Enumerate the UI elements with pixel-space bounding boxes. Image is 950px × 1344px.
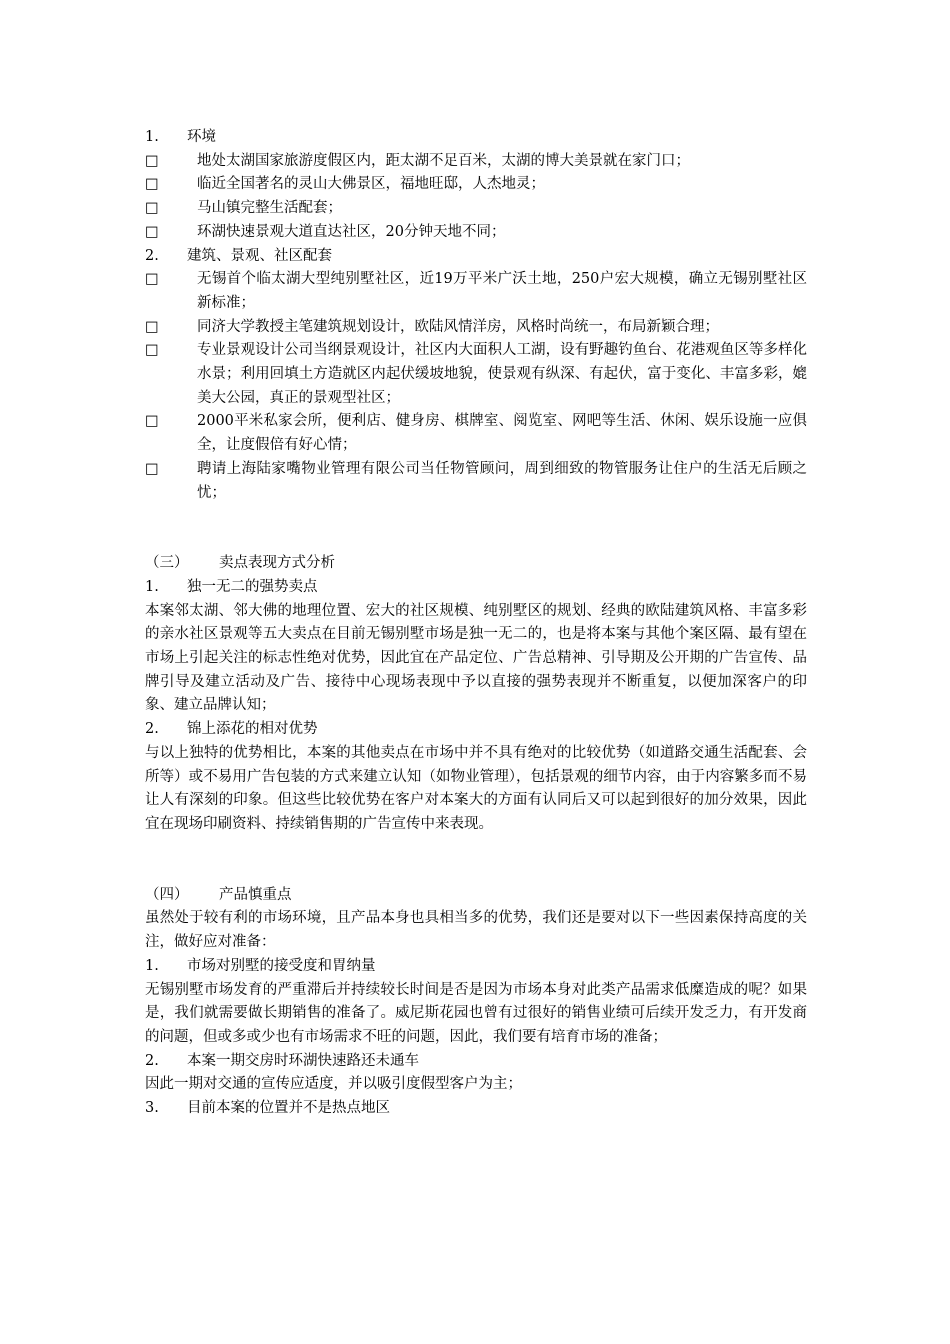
list-item-text: 无锡首个临太湖大型纯别墅社区，近19万平米广沃土地，250户宏大规模，确立无锡别墅社区新标准；: [197, 271, 807, 311]
list-item-text: 专业景观设计公司当纲景观设计，社区内大面积人工湖，设有野趣钓鱼台、花港观鱼区等多样化水景；利用回填土方造就区内起伏缓坡地貌，使景观有纵深、有起伏，富于变化、丰富多彩，媲美大公园，真正的景观型社区；: [197, 342, 807, 406]
item-title: 独一无二的强势卖点: [187, 578, 318, 595]
section-title: 卖点表现方式分析: [219, 555, 335, 572]
list-item: [145, 268, 807, 315]
section-number: （四）: [145, 886, 189, 903]
item-title: 市场对别墅的接受度和胃纳量: [187, 957, 376, 974]
subheading: [145, 718, 807, 742]
item-number: 3.: [145, 1100, 159, 1117]
heading-building: [145, 245, 807, 269]
section-number: （三）: [145, 555, 189, 572]
subheading: [145, 1050, 807, 1074]
checkbox-symbol: □: [145, 318, 159, 335]
item-number: 1.: [145, 578, 159, 595]
item-title: 目前本案的位置并不是热点地区: [187, 1100, 390, 1117]
list-item: [145, 150, 807, 174]
spacer: [145, 837, 807, 884]
paragraph: 因此一期对交通的宣传应适度，并以吸引度假型客户为主；: [145, 1076, 522, 1093]
checkbox-symbol: □: [145, 271, 159, 288]
list-item: [145, 197, 807, 221]
item-title: 本案一期交房时环湖快速路还未通车: [187, 1052, 419, 1069]
list-item: [145, 410, 807, 457]
item-number: 2.: [145, 1052, 159, 1069]
checkbox-symbol: □: [145, 342, 159, 359]
list-item-text: 同济大学教授主笔建筑规划设计，欧陆风情洋房，风格时尚统一，布局新颖合理；: [197, 318, 719, 335]
paragraph: 与以上独特的优势相比，本案的其他卖点在市场中并不具有绝对的比较优势（如道路交通生活配套、会所等）或不易用广告包装的方式来建立认知（如物业管理），包括景观的细节内容，由于内容繁多而不易让人有深刻的印象。但这些比较优势在客户对本案大的方面有认同后又可以起到很好的加分效果，因此宜在现场印刷资料、持续销售期的广告宣传中来表现。: [145, 744, 807, 832]
checkbox-symbol: □: [145, 176, 159, 193]
checkbox-symbol: □: [145, 152, 159, 169]
list-item-text: 环湖快速景观大道直达社区，20分钟天地不同；: [197, 223, 506, 240]
list-item-text: 临近全国著名的灵山大佛景区，福地旺邸，人杰地灵；: [197, 176, 545, 193]
list-item: [145, 458, 807, 505]
paragraph: 本案邻太湖、邻大佛的地理位置、宏大的社区规模、纯别墅区的规划、经典的欧陆建筑风格、丰富多彩的亲水社区景观等五大卖点在目前无锡别墅市场是独一无二的，也是将本案与其他个案区隔、最有望在市场上引起关注的标志性绝对优势，因此宜在产品定位、广告总精神、引导期及公开期的广告宣传、品牌引导及建立活动及广告、接待中心现场表现中予以直接的强势表现并不断重复，以便加深客户的印象、建立品牌认知；: [145, 602, 807, 714]
list-item-text: 地处太湖国家旅游度假区内，距太湖不足百米，太湖的博大美景就在家门口；: [197, 152, 690, 169]
checkbox-symbol: □: [145, 200, 159, 217]
paragraph: 无锡别墅市场发育的严重滞后并持续较长时间是否是因为市场本身对此类产品需求低糜造成的呢？如果是，我们就需要做长期销售的准备了。威尼斯花园也曾有过很好的销售业绩可后续开发乏力，有开发商的问题，但或多或少也有市场需求不旺的问题，因此，我们要有培育市场的准备；: [145, 981, 807, 1045]
checkbox-symbol: □: [145, 223, 159, 240]
item-number: 2.: [145, 247, 159, 264]
section-heading-4: [145, 884, 807, 908]
spacer: [145, 505, 807, 552]
list-item: [145, 339, 807, 410]
paragraph: 虽然处于较有利的市场环境，且产品本身也具相当多的优势，我们还是要对以下一些因素保持高度的关注，做好应对准备：: [145, 910, 807, 951]
item-number: 1.: [145, 129, 159, 145]
list-item-text: 聘请上海陆家嘴物业管理有限公司当任物管顾问，周到细致的物管服务让住户的生活无后顾之忧；: [197, 460, 807, 501]
list-item-text: 马山镇完整生活配套；: [197, 200, 342, 217]
checkbox-symbol: □: [145, 413, 159, 430]
section-heading-3: [145, 552, 807, 576]
checkbox-symbol: □: [145, 460, 159, 477]
subheading: [145, 576, 807, 600]
list-item: [145, 221, 807, 245]
section-title: 产品慎重点: [219, 886, 292, 903]
heading-environment: [145, 126, 807, 150]
list-item: [145, 316, 807, 340]
list-item-text: 2000平米私家会所，便利店、健身房、棋牌室、阅览室、网吧等生活、休闲、娱乐设施一应俱全，让度假倍有好心情；: [197, 413, 807, 454]
subheading: [145, 955, 807, 979]
item-title: 建筑、景观、社区配套: [187, 247, 332, 264]
document-body: [145, 126, 807, 1121]
item-number: 1.: [145, 957, 159, 974]
list-item: [145, 173, 807, 197]
item-title: 环境: [187, 129, 216, 145]
item-number: 2.: [145, 721, 159, 738]
subheading: [145, 1097, 807, 1121]
item-title: 锦上添花的相对优势: [187, 721, 318, 738]
